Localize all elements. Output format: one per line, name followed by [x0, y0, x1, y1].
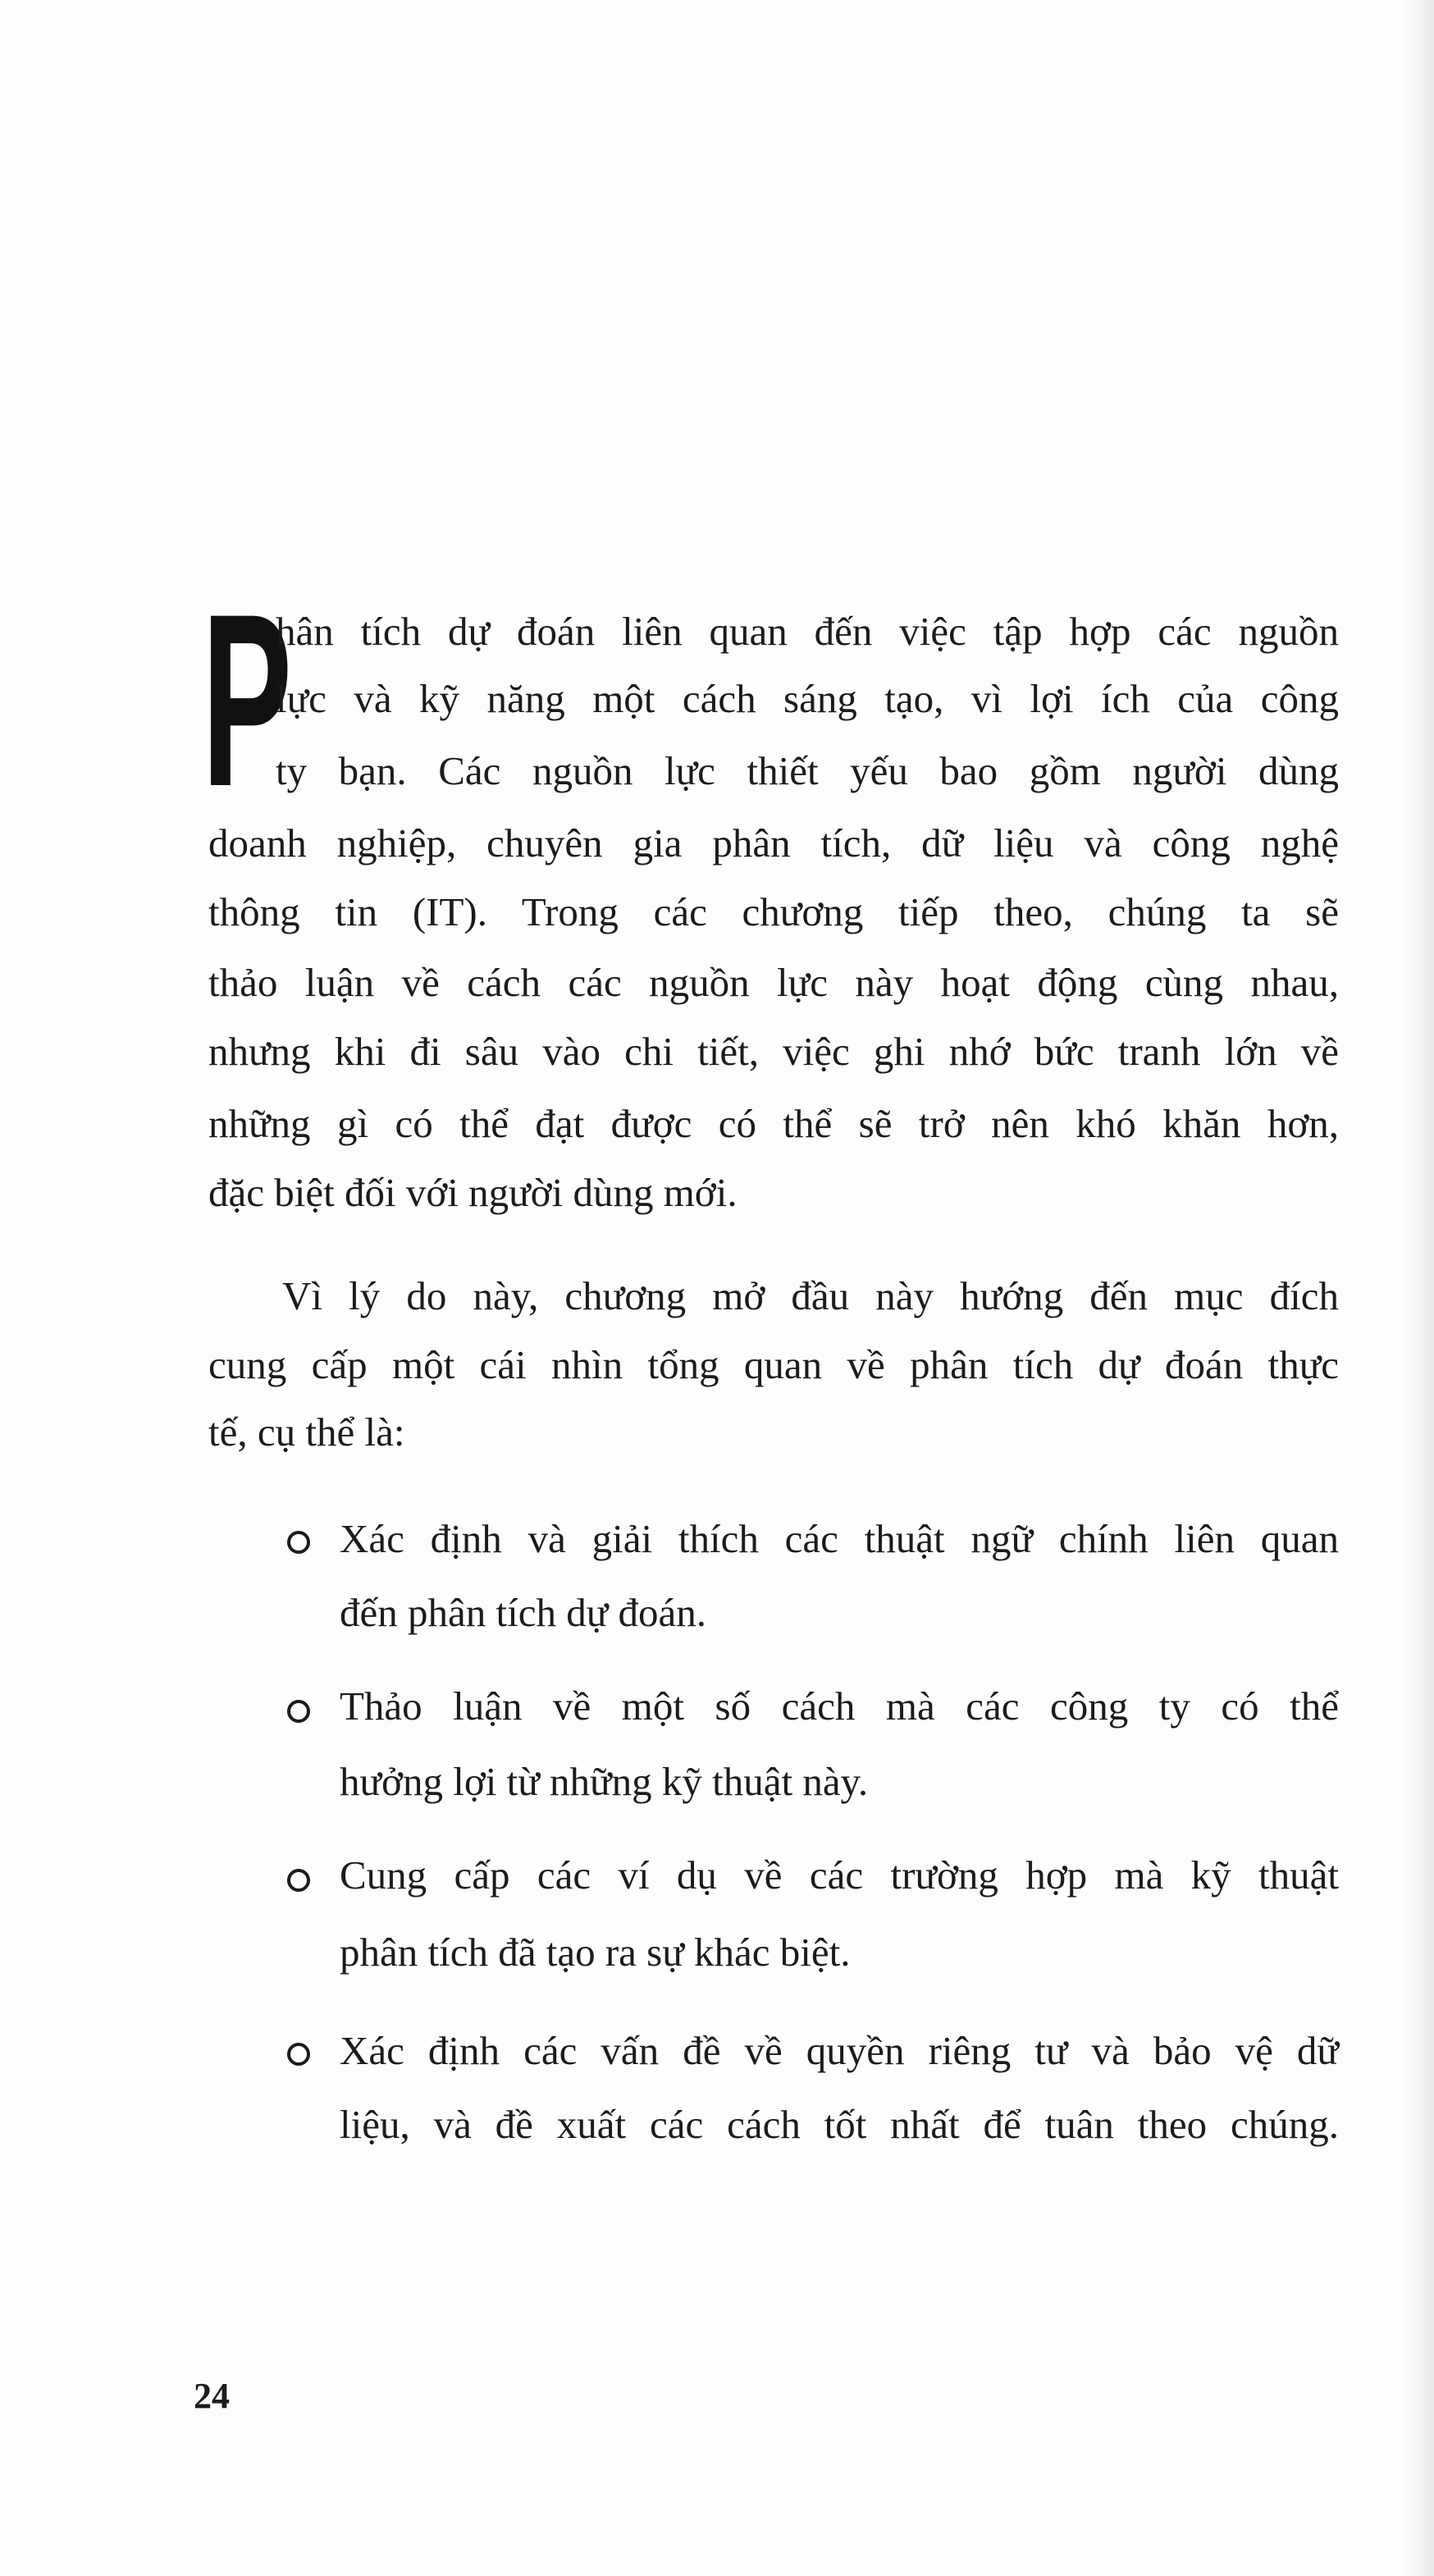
text-line: ty bạn. Các nguồn lực thiết yếu bao gồm người dùng — [276, 748, 1339, 793]
text-line: nhưng khi đi sâu vào chi tiết, việc ghi nhớ bức tranh lớn về — [208, 1029, 1339, 1074]
bullet-circle-icon — [287, 1869, 310, 1892]
text-line: thảo luận về cách các nguồn lực này hoạt động cùng nhau, — [208, 960, 1339, 1005]
text-line: lực và kỹ năng một cách sáng tạo, vì lợi ích của công — [276, 676, 1339, 721]
text-line: liệu, và đề xuất các cách tốt nhất để tuân theo chúng. — [340, 2102, 1339, 2147]
drop-cap: P — [202, 562, 293, 838]
text-line: thông tin (IT). Trong các chương tiếp theo, chúng ta sẽ — [208, 889, 1339, 934]
bullet-circle-icon — [287, 1700, 310, 1723]
text-line: cung cấp một cái nhìn tổng quan về phân tích dự đoán thực — [208, 1342, 1339, 1387]
text-line: đặc biệt đối với người dùng mới. — [208, 1170, 738, 1215]
text-line: Xác định các vấn đề về quyền riêng tư và bảo vệ dữ — [340, 2028, 1339, 2073]
text-line: đến phân tích dự đoán. — [340, 1590, 707, 1635]
text-line: Xác định và giải thích các thuật ngữ chính liên quan — [340, 1516, 1339, 1561]
text-line: tế, cụ thể là: — [208, 1409, 405, 1455]
text-line: Thảo luận về một số cách mà các công ty có thể — [340, 1683, 1339, 1729]
bullet-circle-icon — [287, 1531, 310, 1554]
text-line: Cung cấp các ví dụ về các trường hợp mà kỹ thuật — [340, 1852, 1339, 1898]
text-line: Vì lý do này, chương mở đầu này hướng đến mục đích — [282, 1273, 1339, 1318]
text-line: hưởng lợi từ những kỹ thuật này. — [340, 1759, 869, 1804]
text-line: những gì có thể đạt được có thể sẽ trở nên khó khăn hơn, — [208, 1101, 1339, 1146]
page-number: 24 — [194, 2376, 230, 2416]
bullet-circle-icon — [287, 2043, 310, 2066]
text-line: hân tích dự đoán liên quan đến việc tập hợp các nguồn — [276, 609, 1339, 654]
text-line: doanh nghiệp, chuyên gia phân tích, dữ liệu và công nghệ — [208, 820, 1339, 866]
text-line: phân tích đã tạo ra sự khác biệt. — [340, 1930, 851, 1975]
page-edge-shadow — [1401, 0, 1434, 2576]
